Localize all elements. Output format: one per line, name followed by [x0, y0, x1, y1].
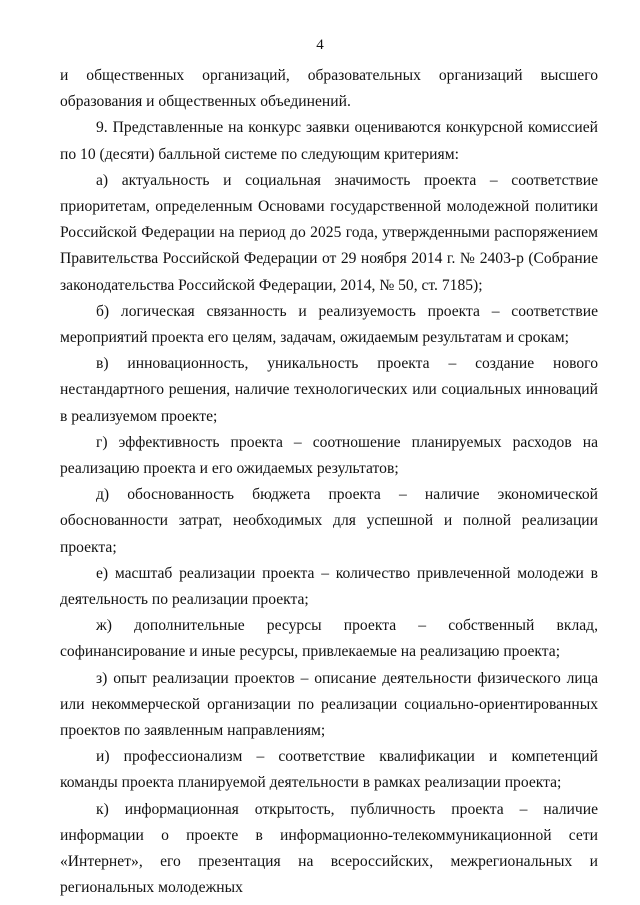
criterion-g: г) эффективность проекта – соотношение планируемых расходов на реализацию проекта и его ожидаемых результатов; — [60, 433, 598, 478]
page-number: 4 — [316, 37, 324, 53]
criterion-e: е) масштаб реализации проекта – количество привлеченной молодежи в деятельность по реализации проекта; — [60, 564, 598, 609]
criterion-zh: ж) дополнительные ресурсы проекта – собственный вклад, софинансирование и иные ресурсы, привлекаемые на реализацию проекта; — [60, 617, 598, 661]
criterion-d: д) обоснованность бюджета проекта – наличие экономической обоснованности затрат, необходимых для успешной и полной реализации проекта; — [60, 486, 598, 556]
criterion-b: б) логическая связанность и реализуемость проекта – соответствие мероприятий проекта его целям, задачам, ожидаемым результатам и срокам; — [60, 302, 598, 347]
criterion-v: в) инновационность, уникальность проекта – создание нового нестандартного решения, наличие технологических или социальных инноваций в реализуемом проекте; — [60, 355, 598, 425]
paragraph-continuation: и общественных организаций, образовательных организаций высшего образования и общественных объединений. — [60, 67, 598, 111]
criterion-k: к) информационная открытость, публичность проекта – наличие информации о проекте в информационно-телекоммуникационной сети «Интернет», его презентация на всероссийских, межрегиональных и региональных молодежных — [60, 800, 598, 897]
criterion-i: и) профессионализм – соответствие квалификации и компетенций команды проекта планируемой деятельности в рамках реализации проекта; — [60, 748, 598, 792]
document-body — [60, 63, 598, 902]
paragraph-clause-9: 9. Представленные на конкурс заявки оцениваются конкурсной комиссией по 10 (десяти) балльной системе по следующим критериям: — [60, 119, 598, 163]
criterion-a: а) актуальность и социальная значимость проекта – соответствие приоритетам, определенным Основами государственной молодежной политики Российской Федерации на период до 2025 года, утвержденными распоряжением Правительства Российской Федерации от 29 ноября 2014 г. № 2403-р (Собрание законодательства Российской Федерации, 2014, № 50, ст. 7185); — [60, 171, 598, 294]
criterion-z: з) опыт реализации проектов – описание деятельности физического лица или некоммерческой организации по реализации социально-ориентированных проектов по заявленным направлениям; — [60, 669, 598, 740]
